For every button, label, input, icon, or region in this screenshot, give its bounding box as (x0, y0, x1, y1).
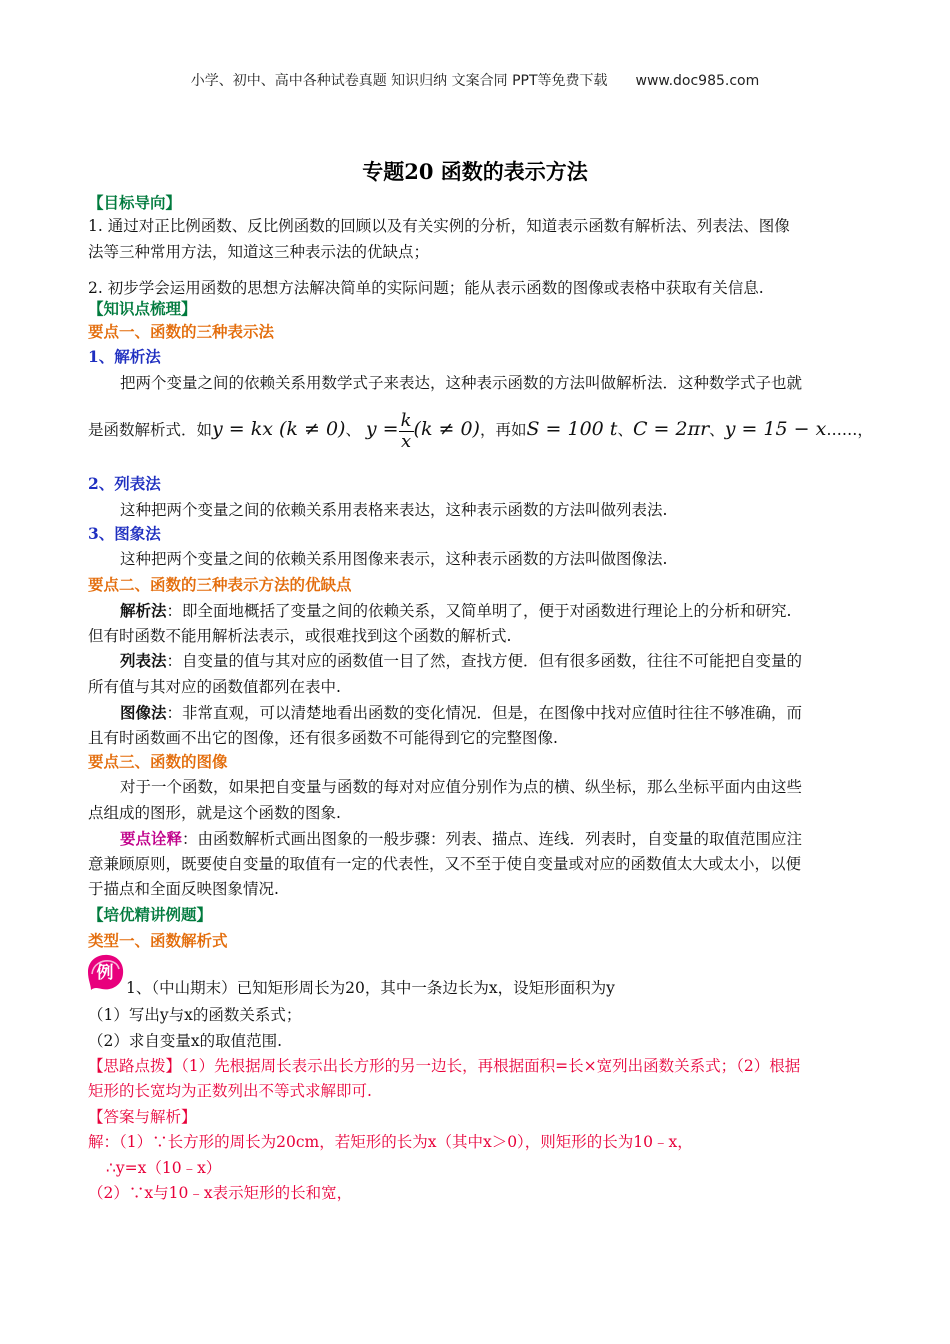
point1-heading: 要点一、函数的三种表示法 (88, 322, 275, 341)
equation-inverse-fraction (399, 411, 414, 452)
fraction-denominator: x (400, 430, 412, 452)
graph-label: 图像法 (120, 703, 167, 722)
solution-line-2: ∴y=x（10﹣x） (106, 1159, 222, 1177)
header-text: 小学、初中、高中各种试卷真题 知识归纳 文案合同 PPT等免费下载 (190, 73, 608, 89)
example-badge-icon (84, 952, 126, 992)
point3-text: 对于一个函数，如果把自变量与函数的每对对应值分别作为点的横、纵坐标，那么坐标平面内由这些 (120, 778, 803, 796)
table-label: 列表法 (120, 651, 167, 670)
note-text: ：由函数解析式画出图象的一般步骤：列表、描点、连线．列表时，自变量的取值范围应注 (182, 830, 803, 848)
knowledge-heading: 【知识点梳理】 (88, 299, 197, 318)
separator: 、 (617, 421, 633, 439)
graph-text: ：非常直观，可以清楚地看出函数的变化情况．但是，在图像中找对应值时往往不够准确，而 (166, 704, 803, 722)
point3-text-2: 点组成的图形，就是这个函数的图象. (88, 804, 341, 822)
goal-1-line-b: 法等三种常用方法，知道这三种表示法的优缺点； (88, 243, 430, 261)
answer-heading: 【答案与解析】 (88, 1108, 197, 1126)
example-heading: 【培优精讲例题】 (88, 905, 213, 924)
graph-pros-cons (120, 703, 802, 723)
method1-text-a: 把两个变量之间的依赖关系用数学式子来表达，这种表示函数的方法叫做解析法．这种数学式子也就 (120, 374, 803, 392)
method1-text-b-prefix: 是函数解析式．如 (88, 421, 213, 439)
example1-q1: （1）写出y与x的函数关系式； (88, 1006, 302, 1024)
equation-inverse-lhs: y = (365, 418, 399, 440)
analytic-pros-cons (120, 601, 791, 621)
document-title: 专题20 函数的表示方法 (362, 159, 588, 184)
note-line-1 (120, 829, 802, 849)
analytic-text-2: 但有时函数不能用解析法表示，或很难找到这个函数的解析式. (88, 627, 512, 645)
separator: ，再如 (479, 421, 527, 439)
hint-line-2: 矩形的长宽均为正数列出不等式求解即可. (88, 1082, 372, 1100)
ellipsis: ……， (826, 421, 873, 439)
page-header (0, 70, 950, 90)
table-text-2: 所有值与其对应的函数值都列在表中. (88, 678, 341, 696)
method1-heading: 1、解析法 (88, 347, 161, 366)
equation-c: C = 2πr (632, 418, 710, 440)
hint-line-1 (88, 1056, 800, 1076)
solution-line-1: 解：（1）∵长方形的周长为20cm，若矩形的长为x（其中x＞0），则矩形的长为10﹣x， (88, 1133, 693, 1151)
method2-heading: 2、列表法 (88, 474, 161, 493)
type1-heading: 类型一、函数解析式 (88, 931, 228, 950)
equation-direct-proportion: y = kx (k ≠ 0) (212, 418, 346, 440)
note-line-3: 于描点和全面反映图象情况. (88, 880, 279, 898)
fraction-numerator: k (400, 409, 412, 431)
point3-heading: 要点三、函数的图像 (88, 752, 228, 771)
solution-line-3: （2）∵x与10﹣x表示矩形的长和宽， (88, 1184, 353, 1202)
method3-heading: 3、图象法 (88, 524, 161, 543)
analytic-text: ：即全面地概括了变量之间的依赖关系，又简单明了，便于对函数进行理论上的分析和研究. (166, 602, 792, 620)
equation-inverse-rhs: (k ≠ 0) (413, 418, 480, 440)
method3-text: 这种把两个变量之间的依赖关系用图像来表示，这种表示函数的方法叫做图像法. (120, 550, 668, 568)
equation-s: S = 100 t (526, 418, 618, 440)
method1-text-b (88, 403, 873, 455)
graph-text-2: 且有时函数画不出它的图像，还有很多函数不可能得到它的完整图像. (88, 729, 558, 747)
hint-text: （1）先根据周长表示出长方形的另一边长，再根据面积=长×宽列出函数关系式；（2）根据 (181, 1057, 801, 1075)
example1-q2: （2）求自变量x的取值范围. (88, 1032, 283, 1050)
table-text: ：自变量的值与其对应的函数值一目了然，查找方便．但有很多函数，往往不可能把自变量的 (166, 652, 803, 670)
separator: 、 (709, 421, 725, 439)
method2-text: 这种把两个变量之间的依赖关系用表格来表达，这种表示函数的方法叫做列表法. (120, 501, 668, 519)
equation-y: y = 15 − x (724, 418, 827, 440)
table-pros-cons (120, 651, 802, 671)
analytic-label: 解析法 (120, 601, 167, 620)
goal-2: 2. 初步学会运用函数的思想方法解决简单的实际问题；能从表示函数的图像或表格中获取有关信息. (88, 279, 764, 297)
goal-heading: 【目标导向】 (88, 193, 182, 212)
example1-stem: 1、（中山期末）已知矩形周长为20，其中一条边长为x，设矩形面积为y (126, 979, 615, 997)
hint-label: 【思路点拨】 (88, 1057, 182, 1075)
badge-text: 例 (96, 963, 114, 983)
goal-1-line-a: 1. 通过对正比例函数、反比例函数的回顾以及有关实例的分析，知道表示函数有解析法、列表法、图像 (88, 217, 790, 235)
point2-heading: 要点二、函数的三种表示方法的优缺点 (88, 575, 352, 594)
separator: 、 (345, 421, 361, 439)
header-site-link[interactable]: www.doc985.com (635, 73, 760, 89)
note-line-2: 意兼顾原则，既要使自变量的取值有一定的代表性，又不至于使自变量或对应的函数值太大或太小，以便 (88, 855, 802, 873)
note-label: 要点诠释 (120, 829, 183, 848)
